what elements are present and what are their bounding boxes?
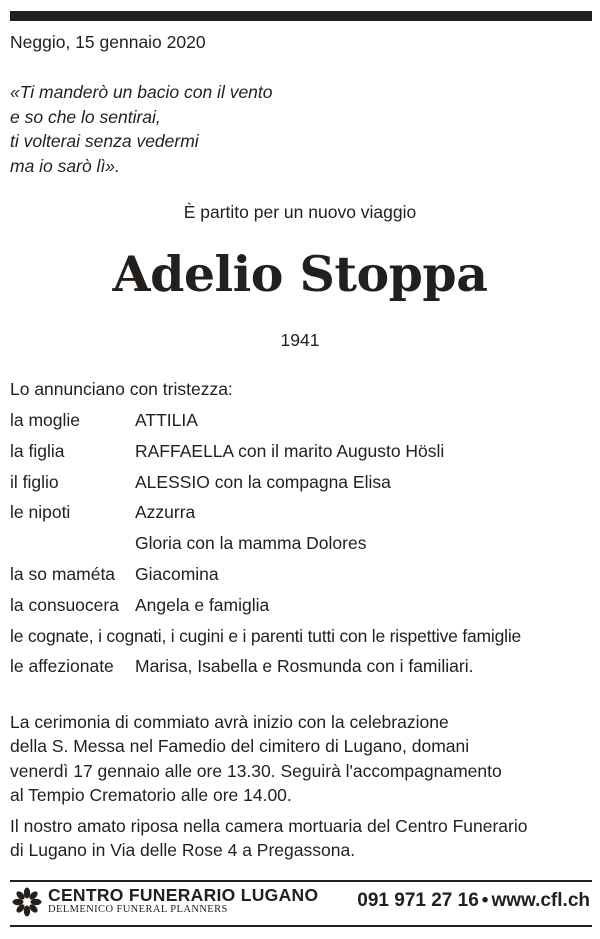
family-row <box>10 595 595 626</box>
top-rule <box>10 11 592 21</box>
rest-line: di Lugano in Via delle Rose 4 a Pregassona. <box>10 840 356 861</box>
family-row-full <box>10 626 595 657</box>
separator-dot: • <box>481 890 489 911</box>
family-relation: le affezionate <box>10 656 114 677</box>
family-row <box>10 656 595 687</box>
family-names: ALESSIO con la compagna Elisa <box>135 471 391 492</box>
family-names: Marisa, Isabella e Rosmunda con i familiari. <box>135 656 474 677</box>
ceremony-text <box>10 710 502 807</box>
family-relation: il figlio <box>10 471 59 492</box>
family-full-line: le cognate, i cognati, i cugini e i parenti tutti con le rispettive famiglie <box>10 625 522 646</box>
website-link[interactable]: www.cfl.ch <box>491 890 590 911</box>
family-row <box>10 564 595 595</box>
footer-bottom-rule <box>10 925 592 927</box>
ceremony-line: La cerimonia di commiato avrà inizio con la celebrazione <box>10 712 449 732</box>
announcers-label: Lo annunciano con tristezza: <box>10 379 233 399</box>
family-relation: la figlia <box>10 440 65 461</box>
quote-line: «Ti manderò un bacio con il vento <box>10 82 273 102</box>
birth-year: 1941 <box>280 330 320 350</box>
company-subtitle: DELMENICO FUNERAL PLANNERS <box>48 904 228 915</box>
quote-line: ti volterai senza vedermi <box>10 131 199 151</box>
family-relation: la consuocera <box>10 594 119 615</box>
ceremony-line: venerdì 17 gennaio alle ore 13.30. Seguirà l'accompagnamento <box>10 760 502 781</box>
family-row <box>10 502 595 533</box>
family-relation: la moglie <box>10 410 81 430</box>
family-row <box>10 533 595 564</box>
family-row <box>10 472 595 503</box>
phone-number: 091 971 27 16 <box>357 890 479 911</box>
deceased-name: Adelio Stoppa <box>112 245 488 303</box>
company-name: CENTRO FUNERARIO LUGANO <box>48 885 319 905</box>
flower-logo-icon <box>12 887 42 917</box>
family-list <box>10 410 595 687</box>
family-names: Azzurra <box>135 502 196 523</box>
quote-line: e so che lo sentirai, <box>10 106 161 127</box>
family-row <box>10 410 595 441</box>
footer-top-rule <box>10 880 592 882</box>
quote-block <box>10 80 273 178</box>
rest-line: Il nostro amato riposa nella camera mortuaria del Centro Funerario <box>10 816 528 836</box>
family-relation: la so maméta <box>10 563 116 584</box>
quote-line: ma io sarò lì». <box>10 155 120 176</box>
family-names: Gloria con la mamma Dolores <box>135 533 367 554</box>
ceremony-line: al Tempio Crematorio alle ore 14.00. <box>10 784 292 805</box>
ceremony-line: della S. Messa nel Famedio del cimitero di Lugano, domani <box>10 736 470 757</box>
intro-text: È partito per un nuovo viaggio <box>183 202 417 222</box>
family-names: RAFFAELLA con il marito Augusto Hösli <box>135 440 445 461</box>
family-names: Giacomina <box>135 563 219 584</box>
family-row <box>10 441 595 472</box>
place-date: Neggio, 15 gennaio 2020 <box>10 32 206 52</box>
rest-text <box>10 814 527 863</box>
family-relation: le nipoti <box>10 502 71 523</box>
family-names: Angela e famiglia <box>135 594 270 615</box>
footer-contact <box>357 890 590 912</box>
family-names: ATTILIA <box>135 410 198 430</box>
